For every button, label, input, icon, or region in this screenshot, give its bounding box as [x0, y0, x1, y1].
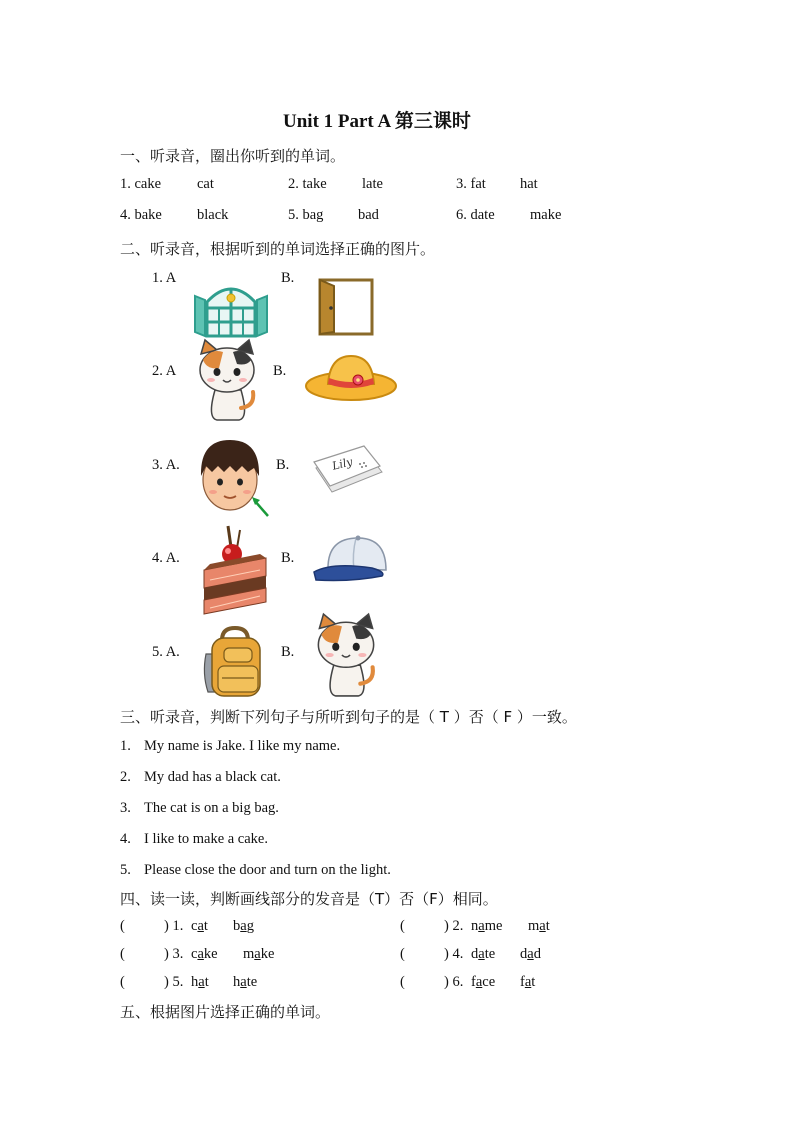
answer-paren-open: (	[400, 918, 405, 934]
cake-icon	[200, 524, 268, 616]
sun-hat-icon	[304, 350, 398, 404]
s1-word: 3. fat	[456, 176, 486, 192]
answer-paren-open: (	[400, 974, 405, 990]
cap-icon	[312, 526, 392, 602]
s2-option-b-label: B.	[281, 270, 295, 286]
s2-option-a-label: 2. A	[152, 363, 177, 379]
s1-word: 6. date	[456, 207, 495, 223]
s1-word: 5. bag	[288, 207, 324, 223]
s4-word-1: name	[471, 918, 503, 934]
card-text: Lily	[330, 455, 354, 473]
answer-paren-open: (	[120, 946, 125, 962]
s2-option-a-label: 4. A.	[152, 550, 180, 566]
s4-word-1: date	[471, 946, 496, 962]
s1-word: make	[530, 207, 562, 223]
s1-word: 4. bake	[120, 207, 162, 223]
section-3-heading: 三、听录音，判断下列句子与所听到句子的是（ T ）否（ F ）一致。	[120, 708, 577, 726]
s4-word-2: make	[243, 946, 275, 962]
s4-word-2: mat	[528, 918, 550, 934]
s4-word-1: hat	[191, 974, 209, 990]
s3-number: 3.	[120, 800, 131, 816]
s1-word: cat	[197, 176, 214, 192]
s3-sentence: I like to make a cake.	[144, 831, 268, 847]
s3-sentence: My name is Jake. I like my name.	[144, 738, 341, 754]
s4-word-1: face	[471, 974, 496, 990]
s4-word-2: fat	[520, 974, 536, 990]
s4-item-number: ) 5.	[164, 974, 184, 990]
section-4-heading: 四、读一读，判断画线部分的发音是（T）否（F）相同。	[120, 890, 498, 908]
s4-item-number: ) 1.	[164, 918, 184, 934]
s2-option-b-label: B.	[276, 457, 290, 473]
s2-option-a-label: 1. A	[152, 270, 177, 286]
s4-item-number: ) 4.	[444, 946, 464, 962]
door-icon	[312, 274, 376, 338]
s3-number: 4.	[120, 831, 131, 847]
s3-number: 2.	[120, 769, 131, 785]
s4-word-2: bag	[233, 918, 254, 934]
section-2-heading: 二、听录音，根据听到的单词选择正确的图片。	[120, 240, 436, 258]
s1-word: bad	[358, 207, 379, 223]
s4-word-1: cake	[191, 946, 218, 962]
s2-option-b-label: B.	[281, 550, 295, 566]
cat-icon	[310, 612, 382, 698]
s4-word-1: cat	[191, 918, 208, 934]
s2-option-b-label: B.	[273, 363, 287, 379]
answer-paren-open: (	[120, 974, 125, 990]
s1-word: hat	[520, 176, 538, 192]
s3-sentence: My dad has a black cat.	[144, 769, 281, 785]
s4-word-2: dad	[520, 946, 541, 962]
s4-item-number: ) 3.	[164, 946, 184, 962]
s1-word: late	[362, 176, 383, 192]
window-icon	[193, 278, 269, 338]
s4-item-number: ) 6.	[444, 974, 464, 990]
s4-item-number: ) 2.	[444, 918, 464, 934]
answer-paren-open: (	[400, 946, 405, 962]
page-title: Unit 1 Part A 第三课时	[283, 111, 471, 132]
name-card-icon	[310, 438, 386, 498]
s2-option-a-label: 5. A.	[152, 644, 180, 660]
s1-word: 1. cake	[120, 176, 162, 192]
s3-number: 5.	[120, 862, 131, 878]
s2-option-a-label: 3. A.	[152, 457, 180, 473]
answer-paren-open: (	[120, 918, 125, 934]
boy-face-icon	[196, 436, 274, 520]
section-1-heading: 一、听录音，圈出你听到的单词。	[120, 147, 346, 165]
cat-icon	[193, 338, 261, 422]
s3-sentence: The cat is on a big bag.	[144, 800, 279, 816]
s1-word: black	[197, 207, 229, 223]
s1-word: 2. take	[288, 176, 327, 192]
s3-sentence: Please close the door and turn on the light.	[144, 862, 391, 878]
backpack-icon	[198, 626, 272, 700]
s3-number: 1.	[120, 738, 131, 754]
s4-word-2: hate	[233, 974, 258, 990]
s2-option-b-label: B.	[281, 644, 295, 660]
section-5-heading: 五、根据图片选择正确的单词。	[120, 1003, 331, 1021]
